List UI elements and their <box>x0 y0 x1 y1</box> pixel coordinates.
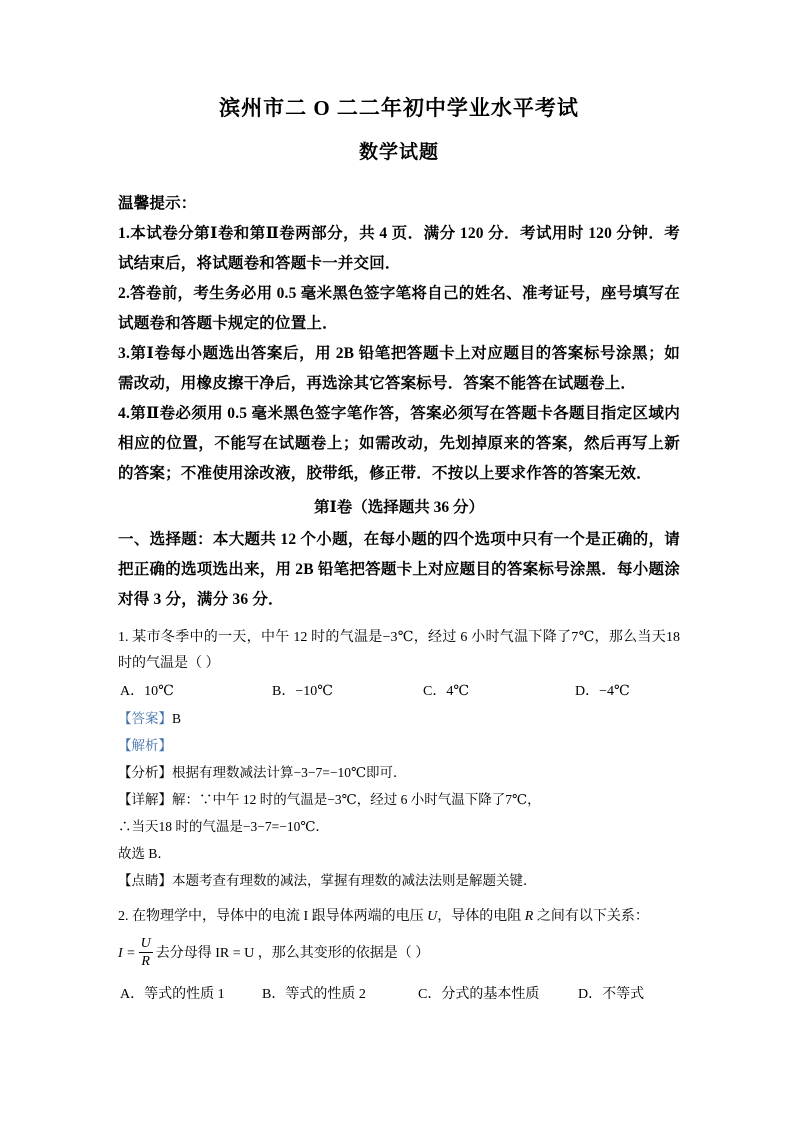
fenxi-text: 根据有理数减法计算−3−7=−10℃即可． <box>172 765 407 780</box>
question-2-var-u: U <box>427 909 438 924</box>
question-2-number: 2. <box>118 909 129 924</box>
page-subtitle: 数学试题 <box>358 142 439 163</box>
question-1-solution <box>118 705 680 894</box>
question-1-option-b[interactable]: B．−10℃ <box>272 684 333 699</box>
question-1-option-c[interactable]: C．4℃ <box>423 684 469 699</box>
question-1-number: 1. <box>118 630 129 645</box>
analysis-line <box>118 732 680 759</box>
question-2-var-r: R <box>524 909 534 924</box>
question-2-option-d[interactable]: D．不等式 <box>578 987 645 1002</box>
dianjing-line <box>118 867 680 894</box>
xiangjie-line-1 <box>118 786 680 813</box>
dianjing-tag: 【点睛】 <box>118 873 172 888</box>
dianjing-text: 本题考查有理数的减法，掌握有理数的减法法则是解题关键． <box>172 873 537 888</box>
answer-value: B <box>172 711 182 726</box>
fraction-denominator: R <box>141 954 150 969</box>
question-2-text-part3: 之间有以下关系： <box>533 909 649 924</box>
question-1-text: 某市冬季中的一天，中午 12 时的气温是−3℃，经过 6 小时气温下降了7℃，那么当天18 时的气温是（ ） <box>118 630 680 671</box>
xiangjie-text-1: 解：∵中午 12 时的气温是−3℃，经过 6 小时气温下降了7℃， <box>172 792 541 807</box>
notice-block <box>118 189 680 489</box>
answer-tag: 【答案】 <box>118 711 172 726</box>
formula-lhs: I = <box>118 946 136 962</box>
question-1-option-a[interactable]: A．10℃ <box>120 684 174 699</box>
fraction-u-over-r <box>139 935 153 971</box>
question-1-option-d[interactable]: D．−4℃ <box>575 684 630 699</box>
part-one-header: 第Ⅰ卷（选择题共 36 分） <box>313 499 484 516</box>
question-1 <box>118 625 680 894</box>
notice-item-2: 2.答卷前，考生务必用 0.5 毫米黑色签字笔将自己的姓名、准考证号，座号填写在试题卷和答题卡规定的位置上． <box>118 285 680 332</box>
fraction-numerator: U <box>140 936 151 951</box>
question-2-text-part2: ，导体的电阻 <box>437 909 525 924</box>
question-1-stem <box>118 625 680 677</box>
notice-heading: 温馨提示： <box>118 195 197 212</box>
fenxi-tag: 【分析】 <box>118 765 172 780</box>
question-2-option-b[interactable]: B．等式的性质 2 <box>262 987 366 1002</box>
conclusion-line: 故选 B． <box>118 846 171 861</box>
question-2 <box>118 904 680 1008</box>
xiangjie-line-2: ∴当天18 时的气温是−3−7=−10℃． <box>118 819 329 834</box>
answer-line <box>118 705 680 732</box>
question-2-options <box>118 982 680 1008</box>
notice-item-1: 1.本试卷分第Ⅰ卷和第Ⅱ卷两部分，共 4 页．满分 120 分．考试用时 120 分钟．考试结束后，将试题卷和答题卡一并交回． <box>118 225 680 272</box>
question-2-option-c[interactable]: C．分式的基本性质 <box>418 987 540 1002</box>
question-2-text-part1: 在物理学中，导体中的电流 I 跟导体两端的电压 <box>132 909 428 924</box>
question-2-option-a[interactable]: A．等式的性质 1 <box>120 987 225 1002</box>
xiangjie-tag: 【详解】 <box>118 792 172 807</box>
question-1-options <box>118 679 680 705</box>
question-2-formula-row <box>118 930 680 980</box>
question-2-stem <box>118 904 680 930</box>
analysis-tag: 【解析】 <box>118 738 172 753</box>
page-title: 滨州市二 O 二二年初中学业水平考试 <box>219 96 579 120</box>
formula-rhs: 去分母得 IR = U ，那么其变形的依据是（ ） <box>155 946 430 962</box>
ohms-law-formula <box>118 936 156 972</box>
notice-item-4: 4.第Ⅱ卷必须用 0.5 毫米黑色签字笔作答，答案必须写在答题卡各题目指定区域内相应的位置，不能写在试题卷上；如需改动，先划掉原来的答案，然后再写上新的答案；不准使用涂改液，胶带纸，修正带．不按以上要求作答的答案无效． <box>118 405 680 482</box>
fenxi-line <box>118 759 680 786</box>
section-intro-choice: 一、选择题：本大题共 12 个小题，在每小题的四个选项中只有一个是正确的，请把正确的选项选出来，用 2B 铅笔把答题卡上对应题目的答案标号涂黑．每小题涂对得 3 分，满分 36 分． <box>118 531 680 608</box>
notice-item-3: 3.第Ⅰ卷每小题选出答案后，用 2B 铅笔把答题卡上对应题目的答案标号涂黑；如需改动，用橡皮擦干净后，再选涂其它答案标号．答案不能答在试题卷上． <box>118 345 680 392</box>
